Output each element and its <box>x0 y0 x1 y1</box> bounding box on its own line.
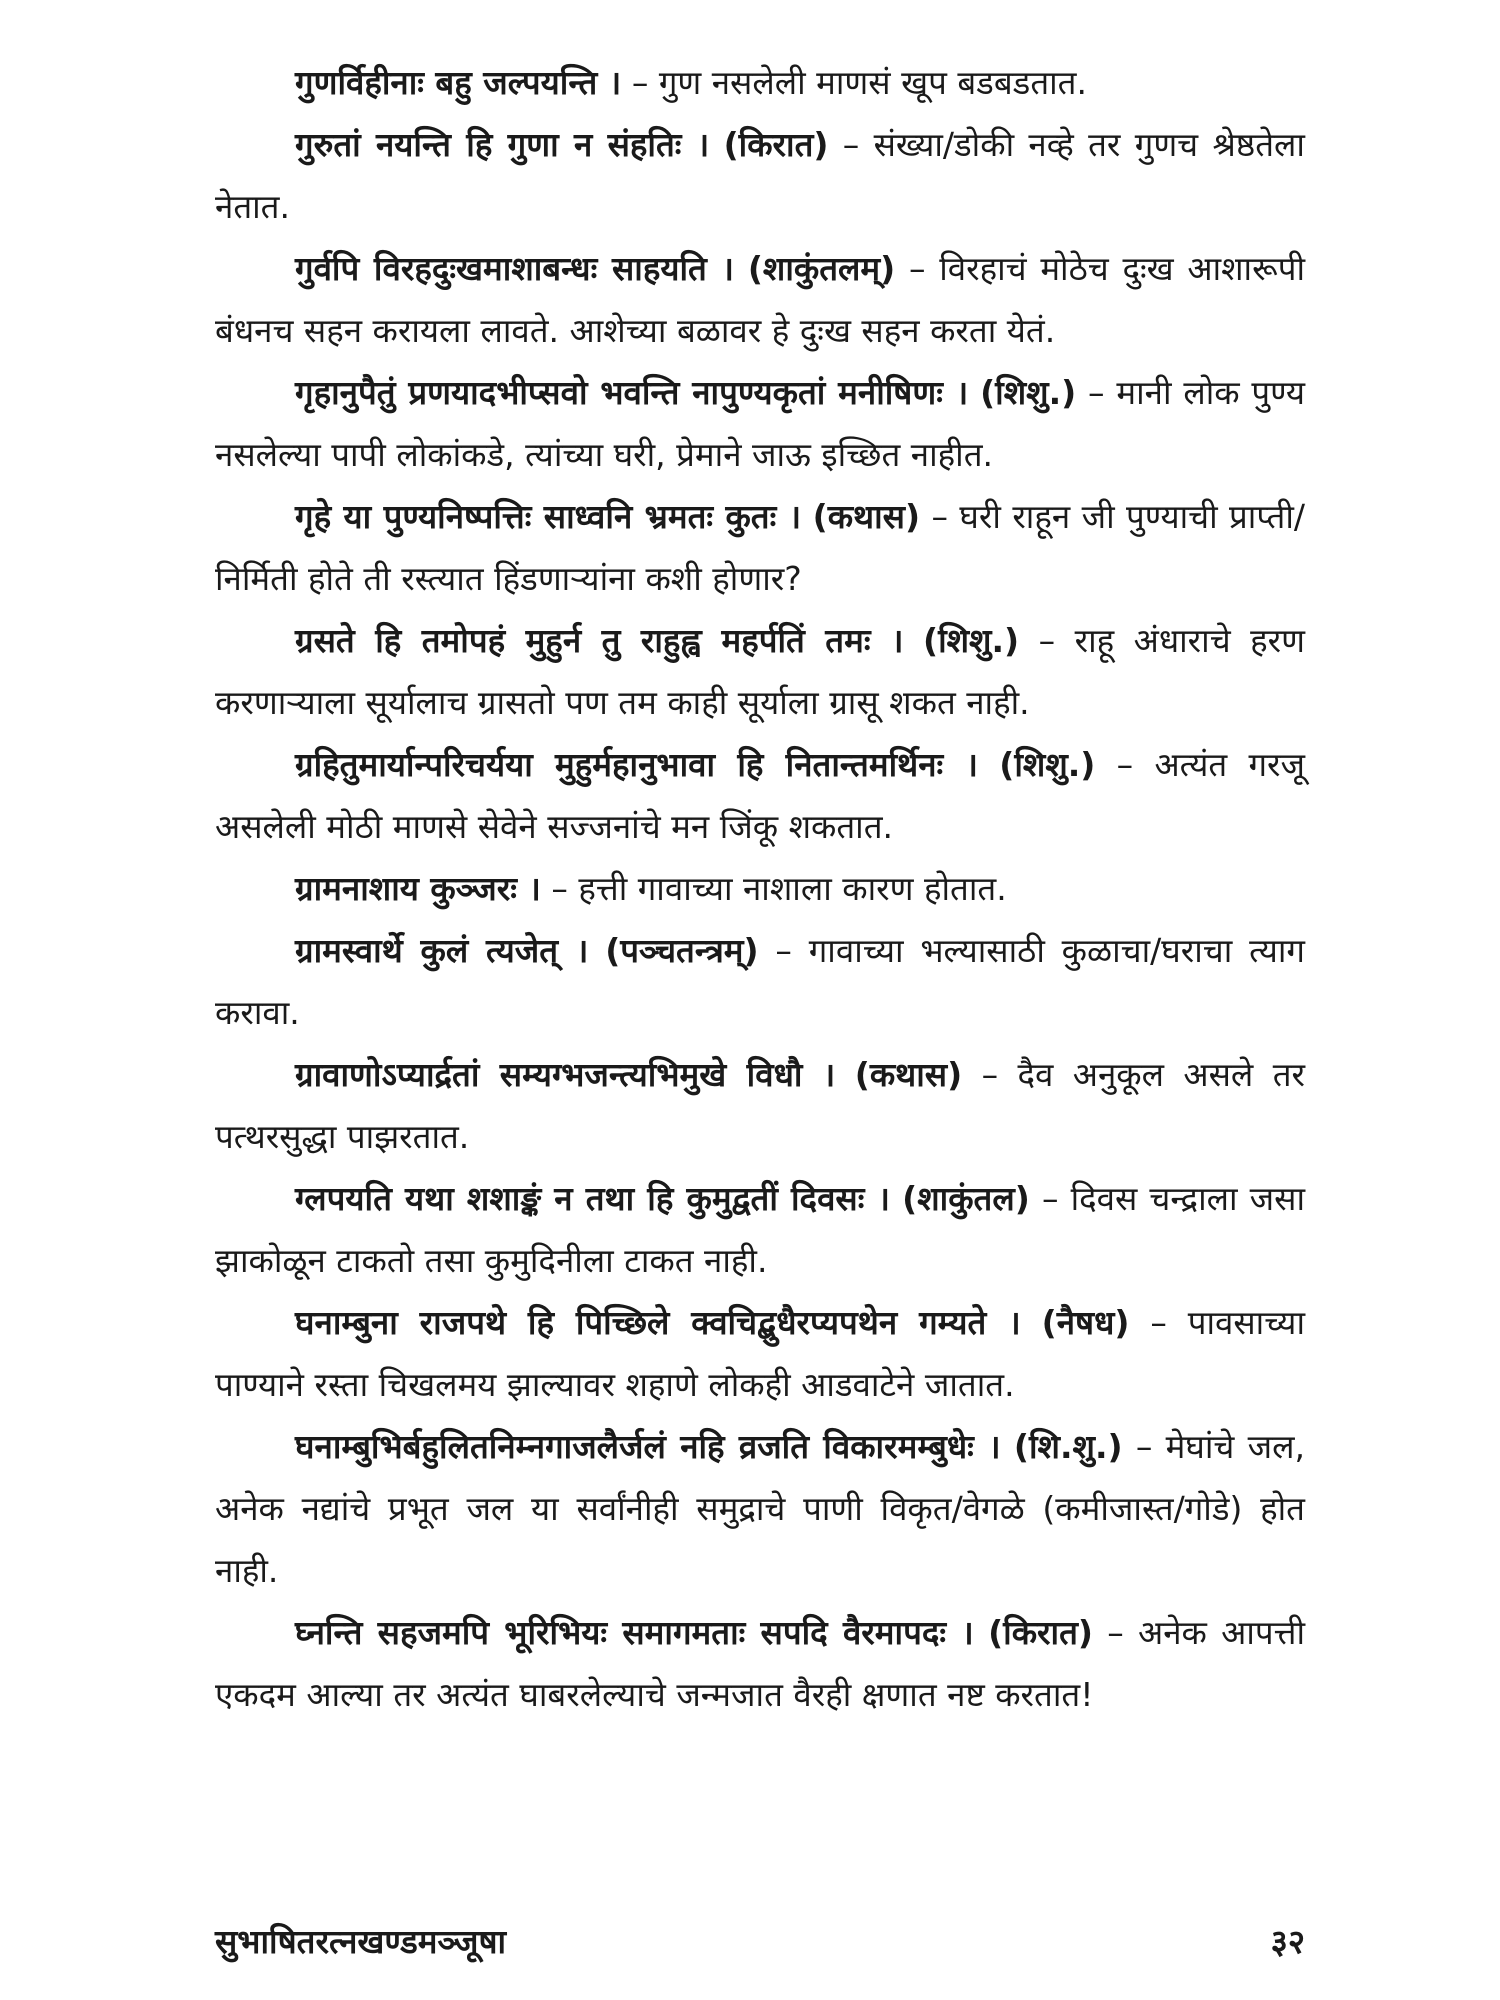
source-ref: (कथास) <box>812 497 921 536</box>
subhashita-entry <box>215 1044 1305 1168</box>
sanskrit-verse: ग्रहितुमार्यान्परिचर्यया मुहुर्महानुभावा हि नितान्तमर्थिनः । <box>295 745 978 784</box>
sanskrit-verse: घ्नन्ति सहजमपि भूरिभियः समागमताः सपदि वैरमापदः । <box>295 1613 974 1652</box>
subhashita-entry <box>215 52 1305 114</box>
marathi-meaning: – राहू अंधाराचे हरण करणाऱ्याला सूर्यालाच ग्रासतो पण तम काही सूर्याला ग्रासू शकत नाही. <box>215 621 1306 722</box>
book-title: सुभाषितरत्नखण्डमञ्जूषा <box>215 1922 507 1961</box>
sanskrit-verse: गुरुतां नयन्ति हि गुणा न संहतिः । <box>295 125 710 164</box>
subhashita-entry <box>215 238 1305 362</box>
subhashita-list <box>215 52 1305 1726</box>
marathi-meaning: – घरी राहून जी पुण्याची प्राप्ती/निर्मिती होते ती रस्त्यात हिंडणाऱ्यांना कशी होणार? <box>215 497 1305 598</box>
page-footer <box>215 1918 1305 1966</box>
sanskrit-verse: गुणर्विहीनाः बहु जल्पयन्ति । <box>295 63 622 102</box>
sanskrit-verse: ग्रामस्वार्थे कुलं त्यजेत् । <box>295 931 589 970</box>
marathi-meaning: – गुण नसलेली माणसं खूप बडबडतात. <box>631 63 1087 102</box>
subhashita-entry <box>215 1602 1305 1726</box>
subhashita-entry <box>215 486 1305 610</box>
sanskrit-verse: गृहानुपैतुं प्रणयादभीप्सवो भवन्ति नापुण्यकृतां मनीषिणः । <box>295 373 969 412</box>
marathi-meaning: – हत्ती गावाच्या नाशाला कारण होतात. <box>551 869 1007 908</box>
sanskrit-verse: घनाम्बुना राजपथे हि पिच्छिले क्वचिद्बुधैरप्यपथेन गम्यते । <box>295 1303 1021 1342</box>
page-number: ३२ <box>1270 1922 1305 1961</box>
sanskrit-verse: गुर्वपि विरहदुःखमाशाबन्धः साहयति । <box>295 249 735 288</box>
source-ref: (शिशु.) <box>922 621 1020 660</box>
marathi-meaning: – अनेक आपत्ती एकदम आल्या तर अत्यंत घाबरलेल्याचे जन्मजात वैरही क्षणात नष्ट करतात! <box>215 1613 1305 1714</box>
subhashita-entry <box>215 1292 1305 1416</box>
sanskrit-verse: ग्लपयति यथा शशाङ्कं न तथा हि कुमुद्वतीं दिवसः । <box>295 1179 891 1218</box>
marathi-meaning: – गावाच्या भल्यासाठी कुळाचा/घराचा त्याग करावा. <box>215 931 1305 1032</box>
sanskrit-verse: ग्रावाणोऽप्यार्द्रतां सम्यग्भजन्त्यभिमुखे विधौ । <box>295 1055 836 1094</box>
marathi-meaning: – संख्या/डोकी नव्हे तर गुणच श्रेष्ठतेला नेतात. <box>215 125 1305 226</box>
subhashita-entry <box>215 920 1305 1044</box>
sanskrit-verse: ग्रामनाशाय कुञ्जरः । <box>295 869 541 908</box>
source-ref: (शाकुंतल) <box>902 1179 1030 1218</box>
source-ref: (पञ्चतन्त्रम्) <box>605 931 759 970</box>
sanskrit-verse: गृहे या पुण्यनिष्पत्तिः साध्वनि भ्रमतः कुतः । <box>295 497 802 536</box>
marathi-meaning: – विरहाचं मोठेच दुःख आशारूपी बंधनच सहन करायला लावते. आशेच्या बळावर हे दुःख सहन करता येतं. <box>215 249 1305 350</box>
source-ref: (शि.शु.) <box>1013 1427 1123 1466</box>
marathi-meaning: – मानी लोक पुण्य नसलेल्या पापी लोकांकडे, त्यांच्या घरी, प्रेमाने जाऊ इच्छित नाहीत. <box>215 373 1305 474</box>
source-ref: (नैषध) <box>1041 1303 1130 1342</box>
subhashita-entry <box>215 1168 1305 1292</box>
subhashita-entry <box>215 362 1305 486</box>
subhashita-entry <box>215 858 1305 920</box>
marathi-meaning: – दैव अनुकूल असले तर पत्थरसुद्धा पाझरतात. <box>215 1055 1306 1156</box>
subhashita-entry <box>215 1416 1305 1602</box>
marathi-meaning: – पावसाच्या पाण्याने रस्ता चिखलमय झाल्यावर शहाणे लोकही आडवाटेने जातात. <box>215 1303 1305 1404</box>
sanskrit-verse: घनाम्बुभिर्बहुलितनिम्नगाजलैर्जलं नहि व्रजति विकारमम्बुधेः । <box>295 1427 1001 1466</box>
source-ref: (शाकुंतलम्) <box>747 249 896 288</box>
source-ref: (शिशु.) <box>980 373 1077 412</box>
source-ref: (किरात) <box>988 1613 1093 1652</box>
subhashita-entry <box>215 734 1305 858</box>
subhashita-entry <box>215 610 1305 734</box>
sanskrit-verse: ग्रसते हि तमोपहं मुहुर्न तु राहुह्व महर्पतिं तमः । <box>295 621 904 660</box>
marathi-meaning: – दिवस चन्द्राला जसा झाकोळून टाकतो तसा कुमुदिनीला टाकत नाही. <box>215 1179 1306 1280</box>
source-ref: (किरात) <box>723 125 829 164</box>
source-ref: (शिशु.) <box>999 745 1096 784</box>
marathi-meaning: – मेघांचे जल, अनेक नद्यांचे प्रभूत जल या सर्वांनीही समुद्राचे पाणी विकृत/वेगळे (कमीजास्त/गोडे) होत नाही. <box>215 1427 1305 1590</box>
source-ref: (कथास) <box>854 1055 963 1094</box>
marathi-meaning: – अत्यंत गरजू असलेली मोठी माणसे सेवेने सज्जनांचे मन जिंकू शकतात. <box>215 745 1306 846</box>
subhashita-entry <box>215 114 1305 238</box>
